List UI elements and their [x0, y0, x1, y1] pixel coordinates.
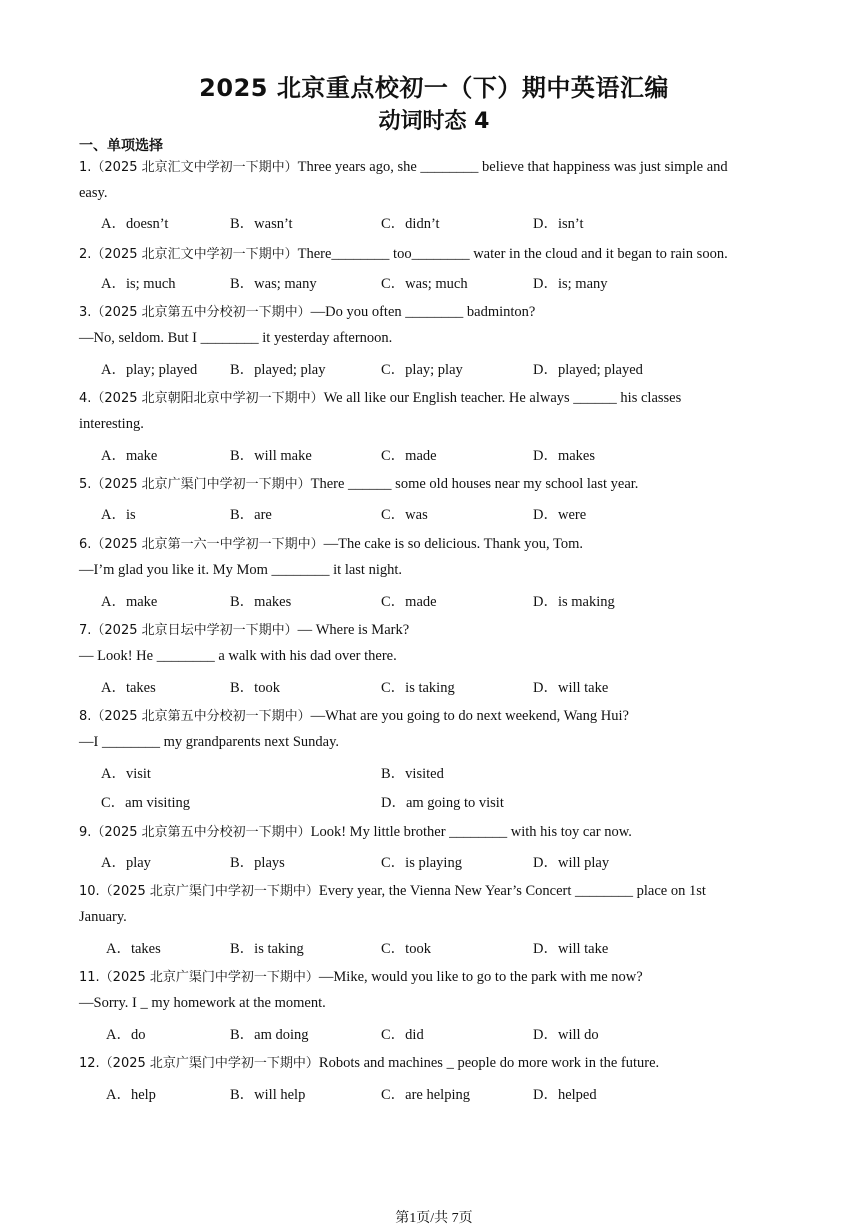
question-5-option-a: A．is: [101, 507, 136, 523]
question-5-option-d: D．were: [533, 507, 587, 523]
question-7-stem: 7.（2025 北京日坛中学初一下期中）— Where is Mark?: [79, 622, 410, 638]
question-4-option-c: C．made: [381, 448, 437, 464]
question-1-stem-cont: easy.: [79, 185, 108, 201]
question-6-option-d: D．is making: [533, 594, 615, 610]
question-11-stem: 11.（2025 北京广渠门中学初一下期中）—Mike, would you like to go to the park with me now?: [79, 969, 643, 985]
question-10-option-a: A．takes: [106, 941, 161, 957]
question-1-option-c: C．didn’t: [381, 216, 440, 232]
question-9-stem: 9.（2025 北京第五中分校初一下期中）Look! My little brother ________ with his toy car now.: [79, 824, 632, 840]
question-6-option-c: C．made: [381, 594, 437, 610]
question-3-option-c: C．play; play: [381, 362, 463, 378]
question-3-option-d: D．played; played: [533, 362, 643, 378]
document-subtitle: 动词时态 4: [378, 109, 490, 134]
question-4-stem: 4.（2025 北京朝阳北京中学初一下期中）We all like our English teacher. He always ______ his classes: [79, 390, 682, 406]
question-9-option-a: A．play: [101, 855, 151, 871]
question-6-option-a: A．make: [101, 594, 158, 610]
question-10-stem: 10.（2025 北京广渠门中学初一下期中）Every year, the Vienna New Year’s Concert ________ place on 1st: [79, 883, 706, 899]
question-4-option-b: B．will make: [230, 448, 312, 464]
question-4-option-d: D．makes: [533, 448, 596, 464]
question-1-stem: 1.（2025 北京汇文中学初一下期中）Three years ago, she ________ believe that happiness was just simple and: [79, 159, 728, 175]
question-9-option-c: C．is playing: [381, 855, 462, 871]
section-heading: 一、单项选择: [79, 138, 163, 154]
question-10-stem-cont: January.: [79, 909, 127, 925]
question-3-stem-cont: —No, seldom. But I ________ it yesterday afternoon.: [79, 330, 393, 346]
question-2-option-a: A．is; much: [101, 276, 176, 292]
page-footer: 第1页/共 7页: [395, 1211, 473, 1226]
question-10-option-d: D．will take: [533, 941, 609, 957]
question-10-option-b: B．is taking: [230, 941, 304, 957]
question-11-option-c: C．did: [381, 1027, 424, 1043]
question-1-option-a: A．doesn’t: [101, 216, 169, 232]
question-2-option-d: D．is; many: [533, 276, 608, 292]
question-8-option-b: B．visited: [381, 766, 444, 782]
question-2-option-b: B．was; many: [230, 276, 317, 292]
question-12-stem: 12.（2025 北京广渠门中学初一下期中）Robots and machines _ people do more work in the future.: [79, 1055, 660, 1071]
question-1-option-d: D．isn’t: [533, 216, 584, 232]
question-11-option-d: D．will do: [533, 1027, 599, 1043]
question-5-option-c: C．was: [381, 507, 428, 523]
document-title: 2025 北京重点校初一（下）期中英语汇编: [199, 74, 669, 102]
question-3-option-a: A．play; played: [101, 362, 198, 378]
question-4-option-a: A．make: [101, 448, 158, 464]
question-7-option-d: D．will take: [533, 680, 609, 696]
question-12-option-c: C．are helping: [381, 1087, 470, 1103]
question-7-option-a: A．takes: [101, 680, 156, 696]
question-12-option-d: D．helped: [533, 1087, 597, 1103]
question-12-option-b: B．will help: [230, 1087, 306, 1103]
question-3-stem: 3.（2025 北京第五中分校初一下期中）—Do you often ________ badminton?: [79, 304, 536, 320]
question-2-option-c: C．was; much: [381, 276, 468, 292]
question-10-option-c: C．took: [381, 941, 431, 957]
question-8-option-c: C．am visiting: [101, 795, 191, 811]
question-3-option-b: B．played; play: [230, 362, 326, 378]
question-4-stem-cont: interesting.: [79, 416, 144, 432]
question-6-stem: 6.（2025 北京第一六一中学初一下期中）—The cake is so delicious. Thank you, Tom.: [79, 536, 584, 552]
question-8-stem-cont: —I ________ my grandparents next Sunday.: [79, 734, 340, 750]
question-9-option-b: B．plays: [230, 855, 285, 871]
question-11-stem-cont: —Sorry. I _ my homework at the moment.: [79, 995, 326, 1011]
question-7-option-c: C．is taking: [381, 680, 455, 696]
question-12-option-a: A．help: [106, 1087, 156, 1103]
question-8-option-a: A．visit: [101, 766, 151, 782]
question-11-option-b: B．am doing: [230, 1027, 309, 1043]
question-6-option-b: B．makes: [230, 594, 292, 610]
question-8-stem: 8.（2025 北京第五中分校初一下期中）—What are you going to do next weekend, Wang Hui?: [79, 708, 629, 724]
question-9-option-d: D．will play: [533, 855, 610, 871]
question-5-option-b: B．are: [230, 507, 272, 523]
question-7-stem-cont: — Look! He ________ a walk with his dad over there.: [79, 648, 397, 664]
question-11-option-a: A．do: [106, 1027, 146, 1043]
question-5-stem: 5.（2025 北京广渠门中学初一下期中）There ______ some old houses near my school last year.: [79, 476, 639, 492]
question-8-option-d: D．am going to visit: [381, 795, 504, 811]
question-2-stem: 2.（2025 北京汇文中学初一下期中）There________ too________ water in the cloud and it began to rain soon.: [79, 246, 728, 262]
question-1-option-b: B．wasn’t: [230, 216, 293, 232]
question-7-option-b: B．took: [230, 680, 280, 696]
question-6-stem-cont: —I’m glad you like it. My Mom ________ it last night.: [79, 562, 403, 578]
